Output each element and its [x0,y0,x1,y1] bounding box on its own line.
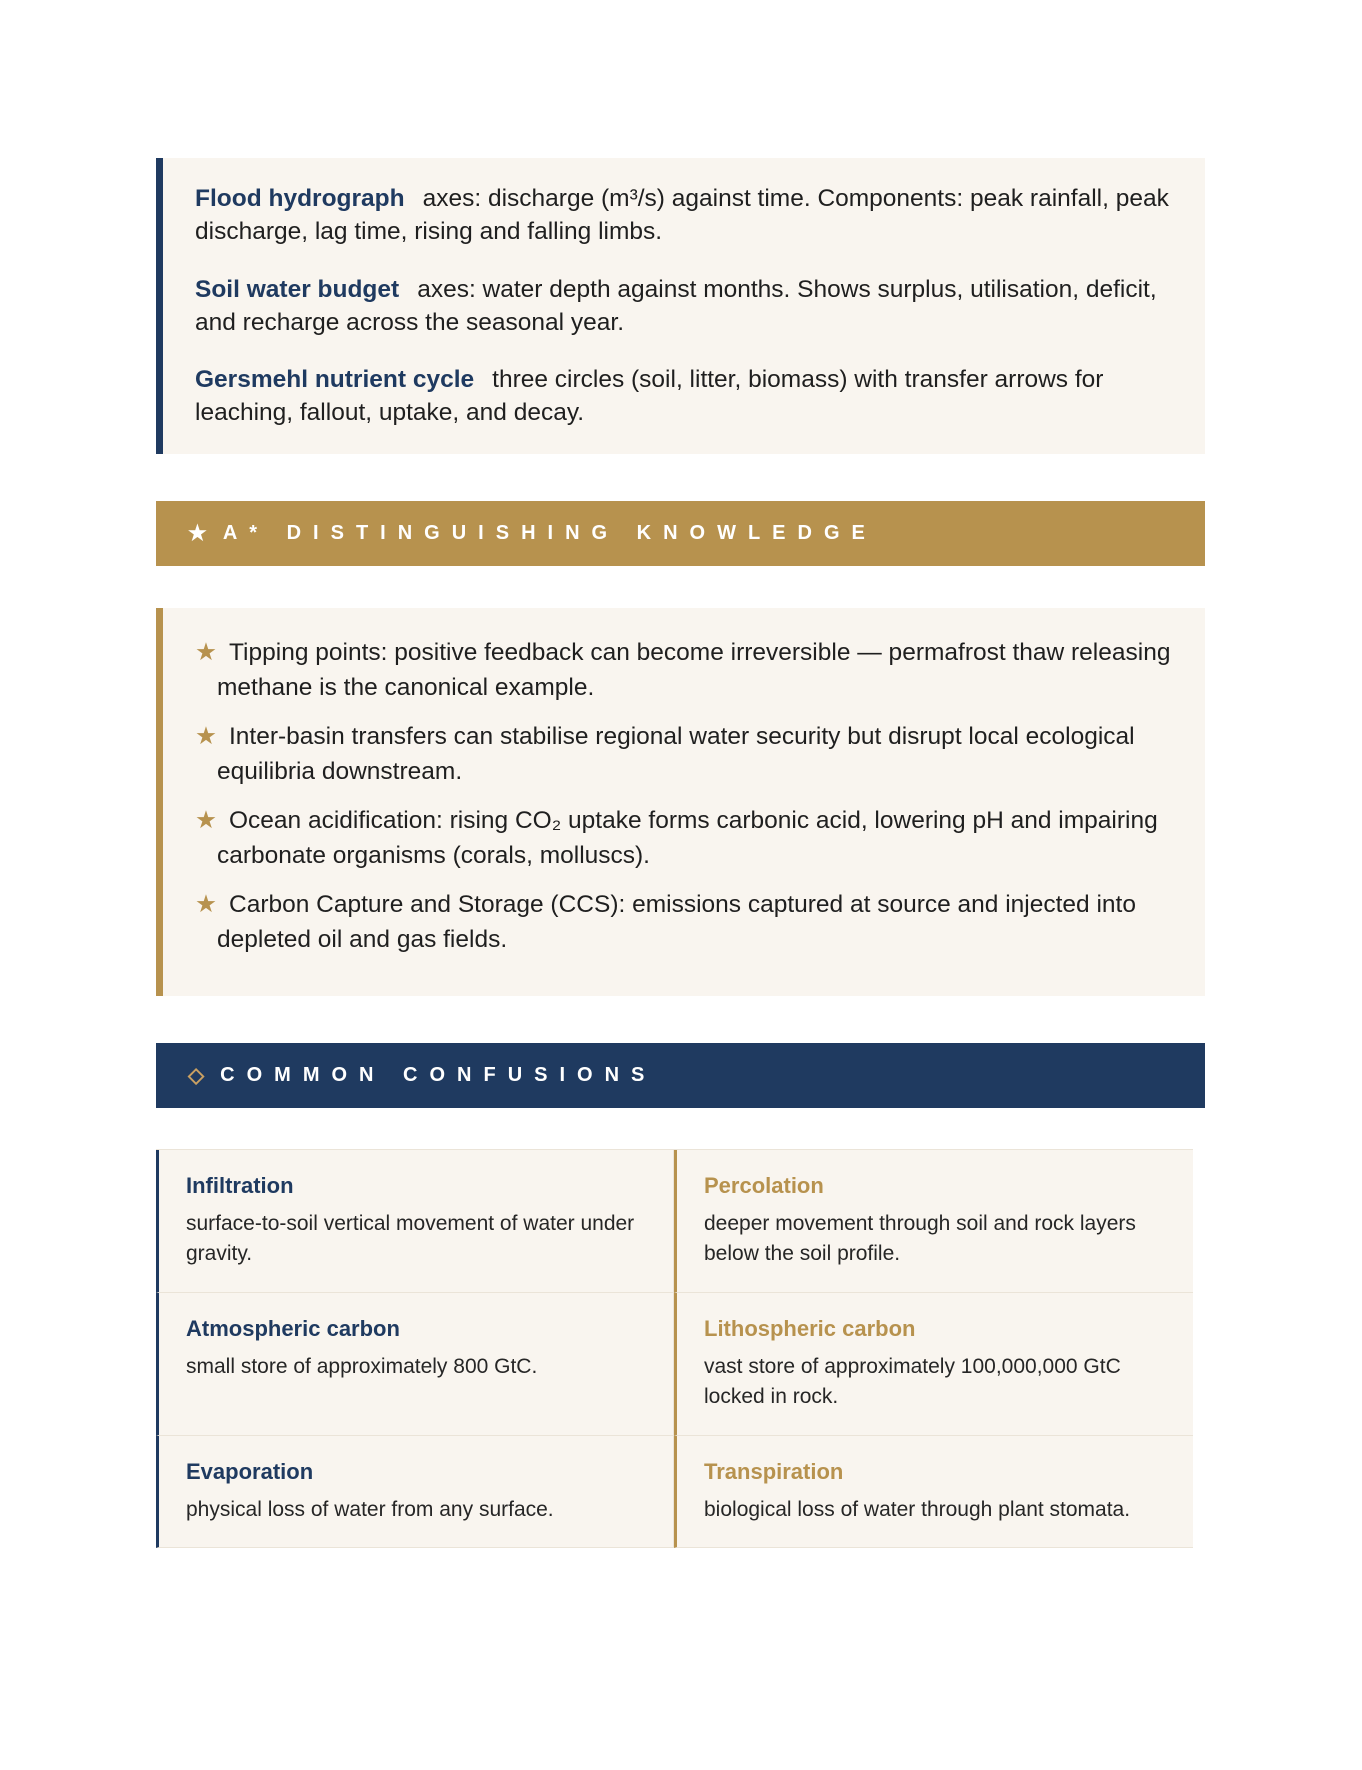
astar-panel [156,608,1205,996]
confusion-cell-left [156,1436,674,1548]
confusion-term: Transpiration [704,1459,844,1484]
diagram-term: Flood hydrograph [195,185,405,212]
confusions-banner-title: COMMON CONFUSIONS [220,1064,657,1086]
confusion-cell-left [156,1150,674,1293]
confusion-cell-left [156,1293,674,1436]
astar-banner [156,501,1205,566]
astar-item-text: Tipping points: positive feedback can become irreversible — permafrost thaw releasing methane is the canonical example. [217,639,1171,701]
diagram-item [195,363,1171,429]
diamond-icon: ◇ [188,1064,205,1087]
confusion-term: Lithospheric carbon [704,1316,916,1341]
astar-item [195,803,1171,873]
diagram-desc: axes: water depth against months. Shows surplus, utilisation, deficit, and recharge across the seasonal year. [195,275,1157,336]
star-icon: ★ [195,891,217,918]
confusion-term: Percolation [704,1173,824,1198]
diagram-item [195,182,1171,248]
diagram-item [195,273,1171,339]
astar-item-text: Ocean acidification: rising CO₂ uptake forms carbonic acid, lowering pH and impairing carbonate organisms (corals, molluscs). [217,807,1158,869]
astar-item [195,635,1171,705]
confusion-term: Evaporation [186,1459,314,1484]
astar-item [195,719,1171,789]
confusion-desc: vast store of approximately 100,000,000 GtC locked in rock. [704,1355,1121,1408]
confusion-desc: small store of approximately 800 GtC. [186,1355,538,1378]
confusions-banner [156,1043,1205,1108]
confusion-term: Infiltration [186,1173,294,1198]
confusion-desc: deeper movement through soil and rock layers below the soil profile. [704,1212,1136,1265]
astar-item-text: Inter-basin transfers can stabilise regional water security but disrupt local ecological equilibria downstream. [217,723,1135,785]
diagram-term: Soil water budget [195,275,400,303]
astar-item-text: Carbon Capture and Storage (CCS): emissions captured at source and injected into depleted oil and gas fields. [217,891,1136,953]
astar-banner-title: A* DISTINGUISHING KNOWLEDGE [222,522,877,544]
confusion-cell-right [674,1150,1193,1293]
confusions-grid [156,1149,1193,1548]
star-icon: ★ [188,522,207,545]
diagram-desc: three circles (soil, litter, biomass) with transfer arrows for leaching, fallout, uptake, and decay. [195,366,1104,426]
star-icon: ★ [195,807,217,834]
diagram-desc: axes: discharge (m³/s) against time. Components: peak rainfall, peak discharge, lag time, rising and falling limbs. [195,185,1169,245]
diagrams-panel [156,158,1205,454]
confusion-cell-right [674,1293,1193,1436]
confusion-desc: biological loss of water through plant stomata. [704,1498,1131,1521]
diagram-term: Gersmehl nutrient cycle [195,366,475,393]
confusion-cell-right [674,1436,1193,1548]
star-icon: ★ [195,639,217,666]
astar-item [195,887,1171,957]
confusion-term: Atmospheric carbon [186,1316,400,1341]
confusion-desc: physical loss of water from any surface. [186,1498,554,1521]
confusion-desc: surface-to-soil vertical movement of water under gravity. [186,1212,635,1265]
star-icon: ★ [195,723,217,750]
